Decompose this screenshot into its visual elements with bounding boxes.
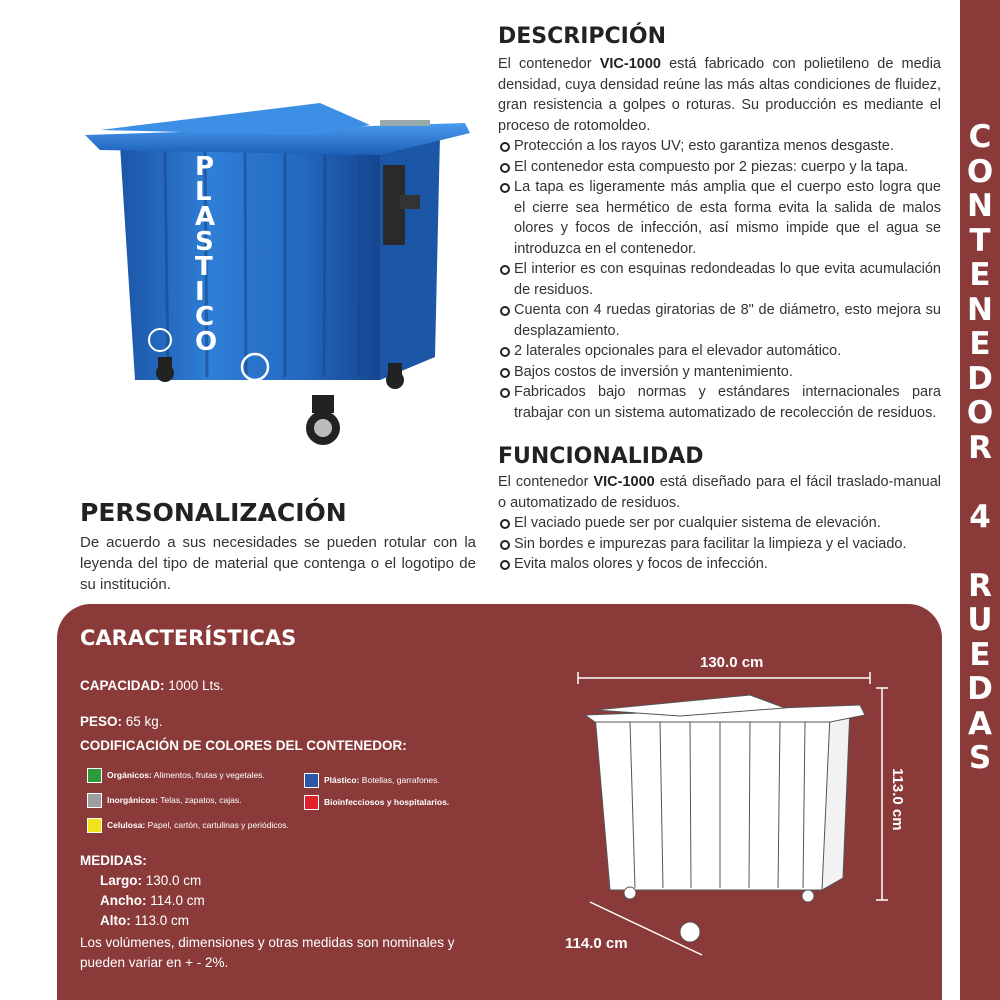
bullet-item: La tapa es ligeramente más amplia que el cuerpo esto logra que el cierre sea hermético de esta forma evita la salida de malos olores y focos de infección, así mismo impide que el agua se introduzca en el contenedor. — [498, 177, 941, 259]
side-banner-letter — [960, 534, 1000, 569]
funcionalidad-body — [498, 472, 941, 575]
dim-alto: 113.0 cm — [889, 768, 906, 831]
bullet-item: Bajos costos de inversión y mantenimiento. — [498, 362, 941, 383]
side-banner-letter: A — [968, 705, 992, 742]
funcionalidad-intro: El contenedor VIC-1000 está diseñado para el fácil traslado-manual o automatizado de residuos. — [498, 474, 941, 511]
personalizacion-title: PERSONALIZACIÓN — [80, 498, 347, 527]
peso: PESO: 65 kg. — [80, 714, 163, 729]
capacidad: CAPACIDAD: 1000 Lts. — [80, 678, 224, 693]
color-swatch — [304, 773, 319, 788]
medidas-nota: Los volúmenes, dimensiones y otras medidas son nominales y pueden variar en + - 2%. — [80, 935, 455, 970]
dim-ancho: 114.0 cm — [565, 935, 628, 952]
color-swatch-label: Celulosa: Papel, cartón, cartulinas y periódicos. — [107, 820, 289, 830]
side-banner-letter: C — [968, 119, 992, 155]
bullet-item: El contenedor esta compuesto por 2 piezas: cuerpo y la tapa. — [498, 157, 941, 178]
side-banner-letter: E — [969, 257, 991, 293]
bullet-item: 2 laterales opcionales para el elevador automático. — [498, 341, 941, 362]
side-banner-letter: R — [968, 567, 992, 604]
descripcion-intro: El contenedor VIC-1000 está fabricado con polietileno de media densidad, cuya densidad reúne las más altas condiciones de fluidez, gran resistencia a golpes o roturas. Su producción es mediante el proceso de rotomoldeo. — [498, 56, 941, 134]
side-banner-letter: O — [966, 395, 994, 431]
bullet-item: Cuenta con 4 ruedas giratorias de 8" de diámetro, esto mejora su desplazamiento. — [498, 300, 941, 341]
side-banner-letter — [960, 465, 1000, 500]
side-banner-letter: U — [967, 602, 993, 638]
side-banner-letter: E — [969, 326, 991, 362]
dim-largo: 130.0 cm — [700, 654, 764, 671]
funcionalidad-list — [498, 513, 941, 575]
side-banner-letter: 4 — [969, 498, 991, 535]
medida-row: Alto: 113.0 cm — [100, 913, 190, 928]
medida-row: Ancho: 114.0 cm — [100, 893, 205, 908]
side-banner-letter: D — [967, 360, 993, 397]
product-image — [80, 95, 480, 455]
bullet-item: Sin bordes e impurezas para facilitar la limpieza y el vaciado. — [498, 534, 941, 555]
bullet-item: El interior es con esquinas redondeadas lo que evita acumulación de residuos. — [498, 259, 941, 300]
bullet-item: Protección a los rayos UV; esto garantiza menos desgaste. — [498, 136, 941, 157]
caracteristicas-title: CARACTERÍSTICAS — [80, 626, 297, 650]
descripcion-list — [498, 136, 941, 423]
side-banner-letter: O — [966, 153, 994, 190]
color-swatch — [304, 795, 319, 810]
color-swatch-label: Inorgánicos: Telas, zapatos, cajas. — [107, 795, 242, 805]
side-banner-letter: T — [969, 222, 991, 259]
bullet-item: Fabricados bajo normas y estándares internacionales para trabajar con un sistema automatizado de recolección de residuos. — [498, 382, 941, 423]
side-banner-text — [960, 120, 1000, 776]
side-banner-letter: R — [968, 429, 992, 466]
product-label: P L A S T I C O — [195, 152, 218, 357]
descripcion-body — [498, 54, 941, 423]
color-swatch — [87, 768, 102, 783]
color-swatch-label: Plástico: Botellas, garrafones. — [324, 775, 440, 785]
funcionalidad-title: FUNCIONALIDAD — [498, 444, 704, 469]
side-banner-letter: E — [969, 636, 991, 673]
colores-title: CODIFICACIÓN DE COLORES DEL CONTENEDOR: — [80, 738, 407, 753]
bullet-item: Evita malos olores y focos de infección. — [498, 554, 941, 575]
color-swatch-label: Bioinfecciosos y hospitalarios. — [324, 797, 450, 807]
descripcion-title: DESCRIPCIÓN — [498, 24, 666, 49]
dimension-drawing — [560, 650, 950, 980]
side-banner-letter: N — [967, 188, 993, 224]
side-banner-letter: S — [968, 740, 992, 776]
bullet-item: El vaciado puede ser por cualquier sistema de elevación. — [498, 513, 941, 534]
side-banner-letter: N — [967, 291, 993, 328]
side-banner-letter: D — [967, 671, 993, 707]
side-banner — [960, 0, 1000, 1000]
color-swatch-label: Orgánicos: Alimentos, frutas y vegetales. — [107, 770, 265, 780]
medidas-title: MEDIDAS: — [80, 853, 147, 868]
color-swatch — [87, 818, 102, 833]
medida-row: Largo: 130.0 cm — [100, 873, 202, 888]
personalizacion-body: De acuerdo a sus necesidades se pueden rotular con la leyenda del tipo de material que contenga o el logotipo de su institución. — [80, 534, 476, 593]
color-swatch — [87, 793, 102, 808]
